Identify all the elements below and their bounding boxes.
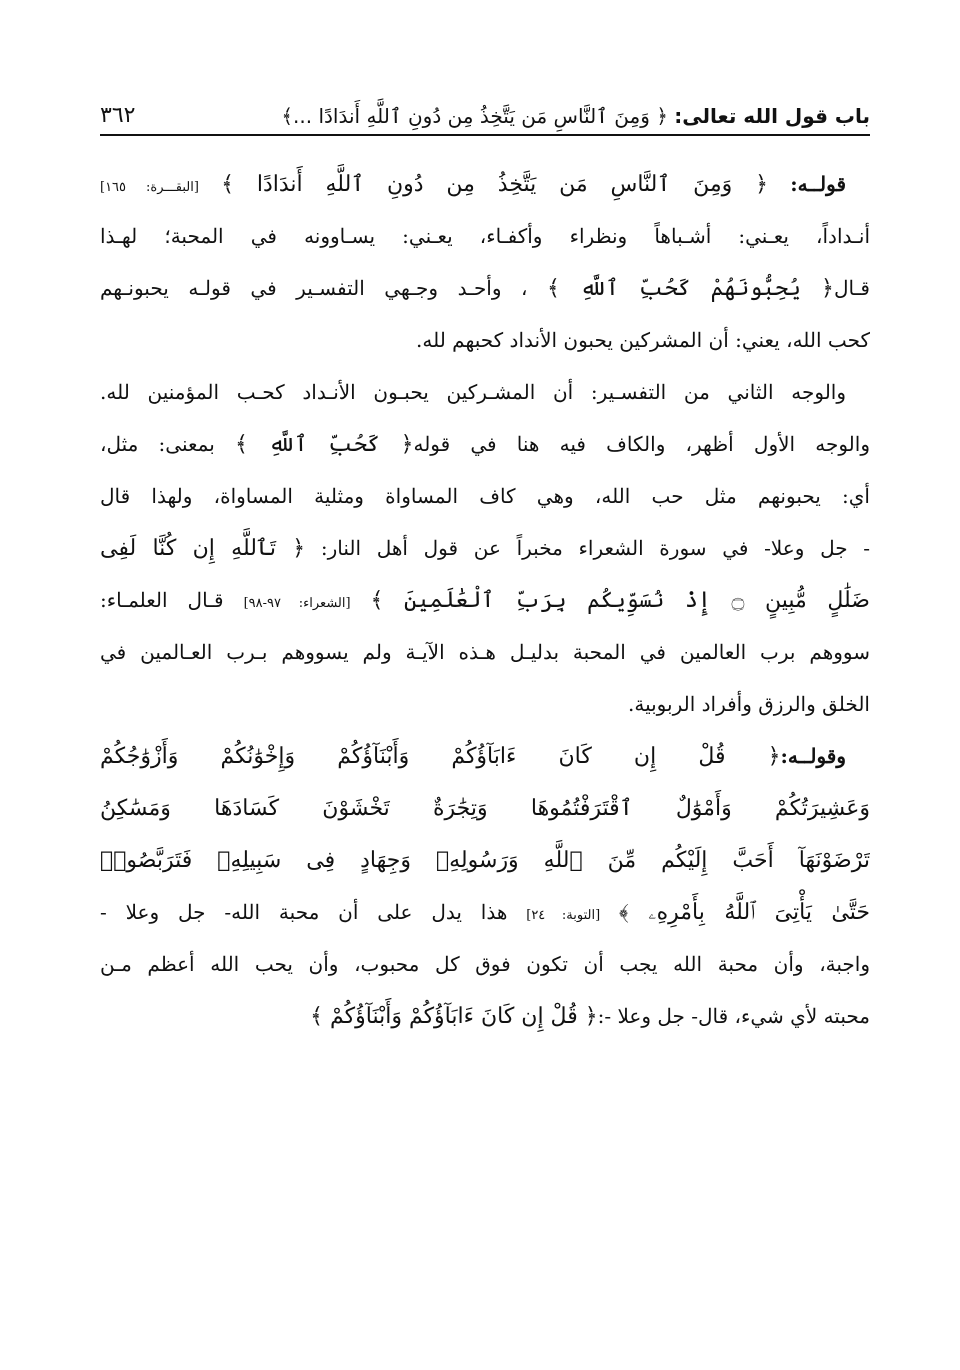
page-number: ٣٦٢ xyxy=(100,103,136,128)
verse-reference: [الشعراء: ٩٧-٩٨] xyxy=(243,596,351,611)
body-line: أنـداداً، يعـني: أشـباهاً ونظراء وأكفـاء، يعـني: يسـاوونه في المحبة؛ لهـذا xyxy=(100,224,870,248)
chapter-title-verse: ﴿ وَمِنَ ٱلنَّاسِ مَن يَتَّخِذُ مِن دُونِ ٱللَّهِ أَندَادًا ...﴾ xyxy=(281,104,668,128)
quran-verse: ﴿ قُلْ إِن كَانَ ءَابَآؤُكُمْ وَأَبْنَآؤُكُمْ ﴾ xyxy=(310,1004,598,1029)
chapter-title xyxy=(281,104,870,128)
quran-verse: ﴿ قُلْ إِن كَانَ ءَابَآؤُكُمْ وَأَبْنَآؤُكُمْ وَإِخْوَٰنُكُمْ وَأَزْوَٰجُكُمْ xyxy=(100,744,781,769)
quran-verse: تَرْضَوْنَهَآ أَحَبَّ إِلَيْكُم مِّنَ ٱللَّهِ وَرَسُولِهِۦ وَجِهَادٍ فِى سَبِيلِهِۦ فَتَرَبَّصُوا۟ xyxy=(100,848,870,873)
body-line xyxy=(100,574,870,626)
quran-verse: ضَلَٰلٍ مُّبِينٍ ۝ إِذْ نُسَوِّيكُم بِرَبِّ ٱلْعَٰلَمِينَ ﴾ xyxy=(370,588,870,613)
section-keyword: قولــه: xyxy=(790,172,846,196)
chapter-title-label: باب قول الله تعالى: xyxy=(674,104,870,128)
verse-reference: [البقـــرة: ١٦٥] xyxy=(100,180,199,195)
quran-verse: وَعَشِيرَتُكُمْ وَأَمْوَٰلٌ ٱقْتَرَفْتُمُوهَا وَتِجَٰرَةٌ تَخْشَوْنَ كَسَادَهَا وَمَسَٰكِنُ xyxy=(100,796,870,821)
body-line xyxy=(100,730,870,782)
body-line xyxy=(100,782,870,834)
body-line: واجبة، وأن محبة الله يجب أن تكون فوق كل محبوب، وأن يحب الله أعظم مـن xyxy=(100,952,870,976)
quran-verse: ﴿ وَمِنَ ٱلنَّاسِ مَن يَتَّخِذُ مِن دُونِ ٱللَّهِ أَندَادًا ﴾ xyxy=(221,172,768,197)
section-keyword: وقولــه: xyxy=(780,744,846,768)
body-line: الخلق والرزق وأفراد الربوبية. xyxy=(628,692,870,716)
verse-reference: [التوبة: ٢٤] xyxy=(526,908,601,923)
body-line xyxy=(100,834,870,886)
body-line: كحب الله، يعني: أن المشركين يحبون الأنداد كحبهم لله. xyxy=(416,328,870,352)
body-line xyxy=(100,522,870,574)
body-line xyxy=(100,886,870,938)
body-text: قـال العلمـاء: xyxy=(100,588,224,612)
body-line xyxy=(100,990,870,1042)
quran-verse: حَتَّىٰ يَأْتِىَ ٱللَّهُ بِأَمْرِهِۦ ﴾ xyxy=(619,900,870,925)
body-line xyxy=(100,262,870,314)
body-line xyxy=(100,418,870,470)
body-line xyxy=(100,158,870,210)
body-text: محبته لأي شيء، قال- جل وعلا -: xyxy=(597,1004,870,1028)
page-body xyxy=(100,158,870,1042)
page-header xyxy=(100,78,870,136)
body-text: قـال xyxy=(833,276,870,300)
body-text: بمعنى: مثل، xyxy=(100,432,215,456)
quran-verse: ﴿ كَحُبِّ ٱللَّهِ ﴾ xyxy=(234,432,414,457)
quran-verse: ﴿ تَٱللَّهِ إِن كُنَّا لَفِى xyxy=(100,536,306,561)
body-line: والوجه الثاني من التفسـير: أن المشـركين يحبـون الأنـداد كحـب المؤمنين لله. xyxy=(100,380,846,404)
body-text: والوجه الأول أظهر، والكاف فيه هنا في قوله xyxy=(413,432,870,456)
body-text: - جل وعلا- في سورة الشعراء مخبراً عن قول أهل النار: xyxy=(320,536,870,560)
body-line: سووهم برب العالمين في المحبة بدليـل هـذه الآيـة ولم يسووهم بـرب العـالمين في xyxy=(100,640,870,664)
quran-verse: ﴿ يُحِبُّونَهُمْ كَحُبِّ ٱللَّهِ ﴾ xyxy=(547,276,834,301)
body-line: أي: يحبونهم مثل حب الله، وهي كاف المساواة ومثلية المساواة، ولهذا قال xyxy=(100,484,870,508)
body-text: هذا يدل على أن محبة الله- جل وعلا - xyxy=(100,900,508,924)
body-text: ، وأحـد وجـهي التفسـير في قولـه يحبونـهم xyxy=(100,276,528,300)
